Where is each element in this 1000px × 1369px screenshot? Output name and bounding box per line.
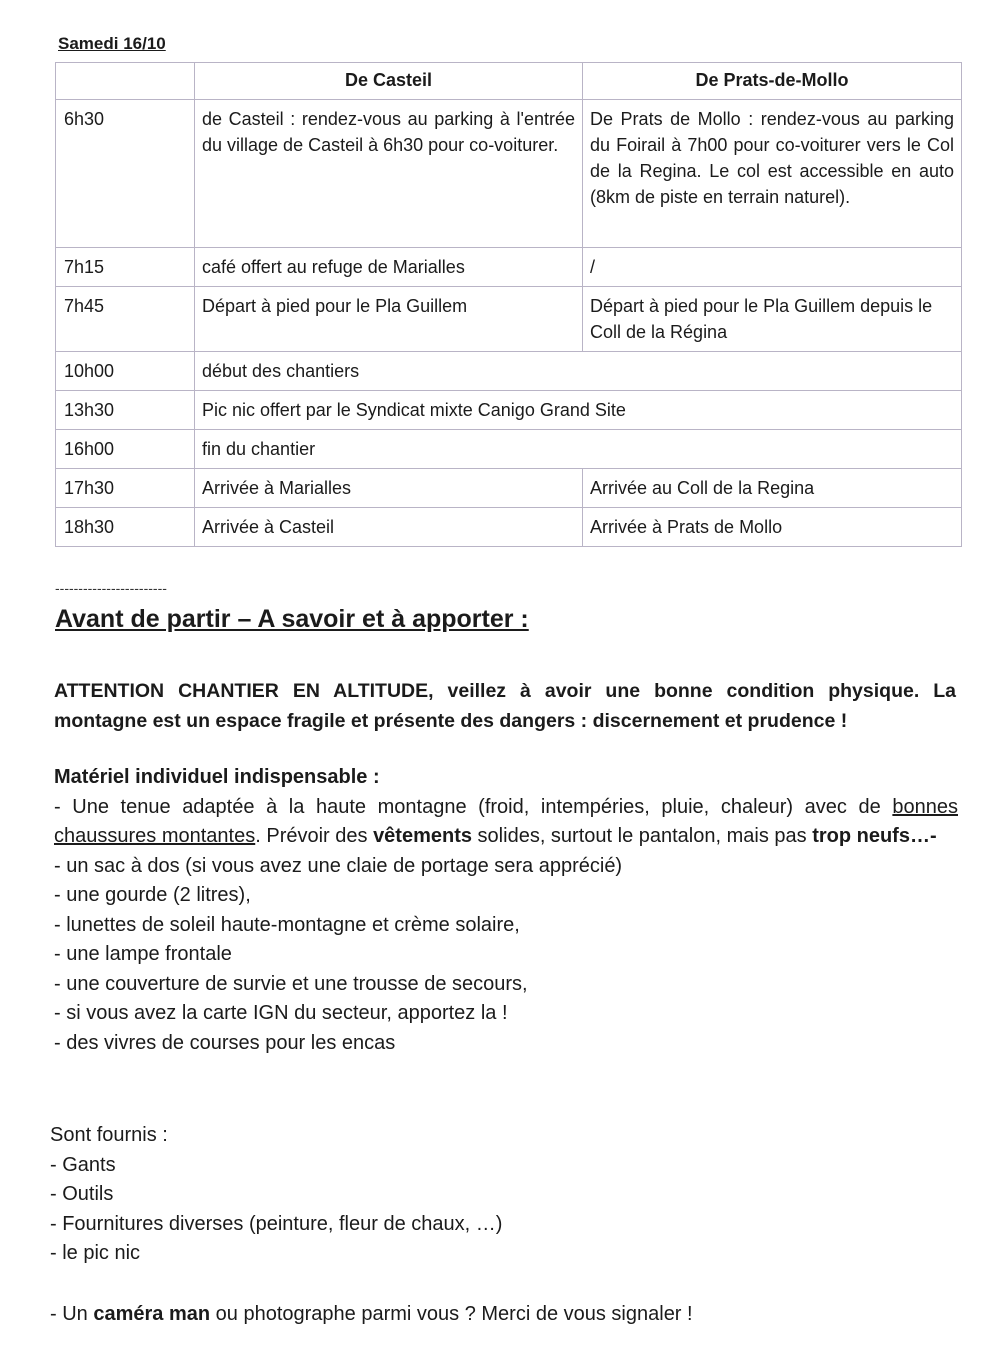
table-row bbox=[56, 391, 962, 430]
list-item: - une lampe frontale bbox=[54, 943, 232, 965]
header-prats: De Prats-de-Mollo bbox=[583, 63, 962, 100]
table-header-row bbox=[56, 63, 962, 100]
bold-text: vêtements bbox=[373, 825, 472, 847]
prats-cell: / bbox=[583, 248, 962, 287]
time-cell: 7h15 bbox=[56, 248, 195, 287]
list-item: - Fournitures diverses (peinture, fleur de chaux, …) bbox=[50, 1212, 503, 1235]
text-segment: ou photographe parmi vous ? Merci de vous signaler ! bbox=[210, 1303, 693, 1325]
list-item: - un sac à dos (si vous avez une claie de portage sera apprécié) bbox=[54, 854, 623, 877]
table-row bbox=[56, 430, 962, 469]
separator-line: ------------------------ bbox=[55, 580, 167, 596]
time-cell: 7h45 bbox=[56, 287, 195, 352]
table-row bbox=[56, 287, 962, 352]
bold-text: trop neufs…- bbox=[812, 825, 937, 847]
casteil-cell: Arrivée à Marialles bbox=[195, 469, 583, 508]
merged-cell: fin du chantier bbox=[195, 430, 962, 469]
prats-cell: Départ à pied pour le Pla Guillem depuis le Coll de la Régina bbox=[583, 287, 962, 352]
camera-request bbox=[50, 1300, 850, 1330]
bold-text: caméra man bbox=[93, 1303, 211, 1325]
table-row bbox=[56, 469, 962, 508]
casteil-cell: Arrivée à Casteil bbox=[195, 508, 583, 547]
list-item: - lunettes de soleil haute-montagne et crème solaire, bbox=[54, 913, 520, 936]
list-item: - le pic nic bbox=[50, 1242, 141, 1264]
table-row bbox=[56, 248, 962, 287]
schedule-table bbox=[55, 62, 962, 547]
prats-cell: De Prats de Mollo : rendez-vous au parking du Foirail à 7h00 pour co-voiturer vers le Col de la Regina. Le col est accessible en auto (8km de piste en terrain naturel). bbox=[583, 100, 962, 248]
table-row bbox=[56, 508, 962, 547]
time-cell: 10h00 bbox=[56, 352, 195, 391]
materials-heading: Matériel individuel indispensable : bbox=[54, 766, 380, 788]
list-item: - une gourde (2 litres), bbox=[54, 884, 251, 906]
merged-cell: Pic nic offert par le Syndicat mixte Canigo Grand Site bbox=[195, 391, 962, 430]
merged-cell: début des chantiers bbox=[195, 352, 962, 391]
list-item bbox=[54, 793, 958, 852]
day-title: Samedi 16/10 bbox=[58, 34, 166, 53]
time-cell: 6h30 bbox=[56, 100, 195, 248]
list-item: - si vous avez la carte IGN du secteur, apportez la ! bbox=[54, 1002, 508, 1024]
time-cell: 13h30 bbox=[56, 391, 195, 430]
provided-list bbox=[50, 1121, 750, 1269]
altitude-warning: ATTENTION CHANTIER EN ALTITUDE, veillez à avoir une bonne condition physique. La montagne est un espace fragile et présente des dangers : discernement et prudence ! bbox=[54, 680, 956, 732]
materials-list bbox=[54, 763, 958, 1058]
table-row bbox=[56, 352, 962, 391]
text-segment: solides, surtout le pantalon, mais pas bbox=[472, 825, 813, 847]
header-casteil: De Casteil bbox=[195, 63, 583, 100]
list-item: - Outils bbox=[50, 1183, 114, 1205]
prats-cell: Arrivée à Prats de Mollo bbox=[583, 508, 962, 547]
time-cell: 18h30 bbox=[56, 508, 195, 547]
list-item: - des vivres de courses pour les encas bbox=[54, 1031, 396, 1054]
section-title: Avant de partir – A savoir et à apporter : bbox=[55, 605, 529, 633]
prats-cell: Arrivée au Coll de la Regina bbox=[583, 469, 962, 508]
casteil-cell: café offert au refuge de Marialles bbox=[195, 248, 583, 287]
list-item: - Gants bbox=[50, 1153, 116, 1176]
underlined-text: bonnes chaussures montantes bbox=[54, 795, 958, 847]
list-item: - une couverture de survie et une trousse de secours, bbox=[54, 972, 528, 995]
casteil-cell: Départ à pied pour le Pla Guillem bbox=[195, 287, 583, 352]
provided-heading: Sont fournis : bbox=[50, 1124, 168, 1146]
time-cell: 17h30 bbox=[56, 469, 195, 508]
time-cell: 16h00 bbox=[56, 430, 195, 469]
table-row bbox=[56, 100, 962, 248]
text-segment: - Un bbox=[50, 1303, 94, 1325]
text-segment: . Prévoir des bbox=[255, 825, 374, 847]
header-time bbox=[56, 63, 195, 100]
casteil-cell: de Casteil : rendez-vous au parking à l'entrée du village de Casteil à 6h30 pour co-voiturer. bbox=[195, 100, 583, 248]
text-segment: - Une tenue adaptée à la haute montagne (froid, intempéries, pluie, chaleur) avec de bbox=[54, 795, 893, 818]
